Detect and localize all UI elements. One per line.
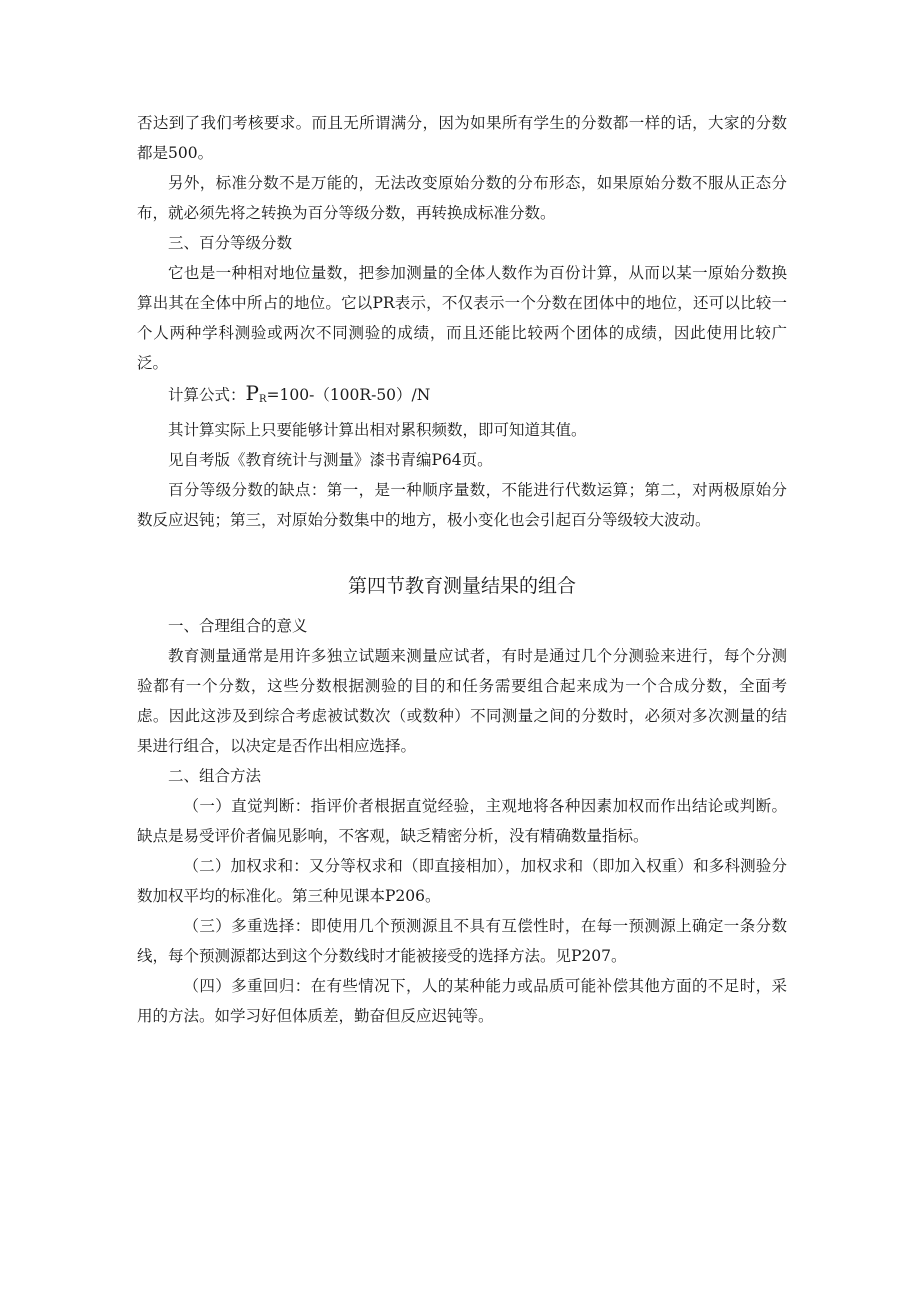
formula-symbol: P [245,381,259,405]
paragraph-continuation: 否达到了我们考核要求。而且无所谓满分，因为如果所有学生的分数都一样的话，大家的分数都是500。 [137,114,787,162]
document-body [137,108,787,1031]
formula-subscript: R [258,394,267,405]
method-weighted-sum: （二）加权求和：又分等权求和（即直接相加），加权求和（即加入权重）和多科测验分数加权平均的标准化。第三种见课本P206。 [137,857,787,905]
method-multiple-regression: （四）多重回归：在有些情况下，人的某种能力或品质可能补偿其他方面的不足时，采用的方法。如学习好但体质差，勤奋但反应迟钝等。 [137,977,787,1025]
paragraph-standard-score-limit: 另外，标准分数不是万能的，无法改变原始分数的分布形态，如果原始分数不服从正态分布，就必须先将之转换为百分等级分数，再转换成标准分数。 [137,174,787,222]
formula-expression: =100-（100R-50）/N [266,386,431,404]
method-multiple-selection: （三）多重选择：即使用几个预测源且不具有互偿性时，在每一预测源上确定一条分数线，每个预测源都达到这个分数线时才能被接受的选择方法。见P207。 [137,917,787,965]
method-intuitive-judgment: （一）直觉判断：指评价者根据直觉经验，主观地将各种因素加权而作出结论或判断。缺点是易受评价者偏见影响，不客观，缺乏精密分析，没有精确数量指标。 [137,797,787,845]
subheading-percentile-rank: 三、百分等级分数 [168,234,293,252]
subheading-combination-meaning: 一、合理组合的意义 [168,617,308,635]
formula-label: 计算公式： [168,386,246,404]
formula-line [137,378,787,415]
paragraph-calculation-note: 其计算实际上只要能够计算出相对累积频数，即可知道其值。 [168,421,587,439]
paragraph-percentile-definition: 它也是一种相对地位量数，把参加测量的全体人数作为百份计算，从而以某一原始分数换算出其在全体中所占的地位。它以PR表示，不仅表示一个分数在团体中的地位，还可以比较一个人两种学科测验或两次不同测验的成绩，而且还能比较两个团体的成绩，因此使用比较广泛。 [137,264,787,372]
paragraph-combination-meaning: 教育测量通常是用许多独立试题来测量应试者，有时是通过几个分测验来进行，每个分测验都有一个分数，这些分数根据测验的目的和任务需要组合起来成为一个合成分数，全面考虑。因此这涉及到综合考虑被试数次（或数种）不同测量之间的分数时，必须对多次测量的结果进行组合，以决定是否作出相应选择。 [137,647,787,755]
paragraph-percentile-drawbacks: 百分等级分数的缺点：第一，是一种顺序量数，不能进行代数运算；第二，对两极原始分数反应迟钝；第三，对原始分数集中的地方，极小变化也会引起百分等级较大波动。 [137,481,787,529]
paragraph-reference: 见自考版《教育统计与测量》漆书青编P64页。 [168,451,493,469]
subheading-combination-methods: 二、组合方法 [168,767,262,785]
section-heading: 第四节教育测量结果的组合 [347,575,576,597]
